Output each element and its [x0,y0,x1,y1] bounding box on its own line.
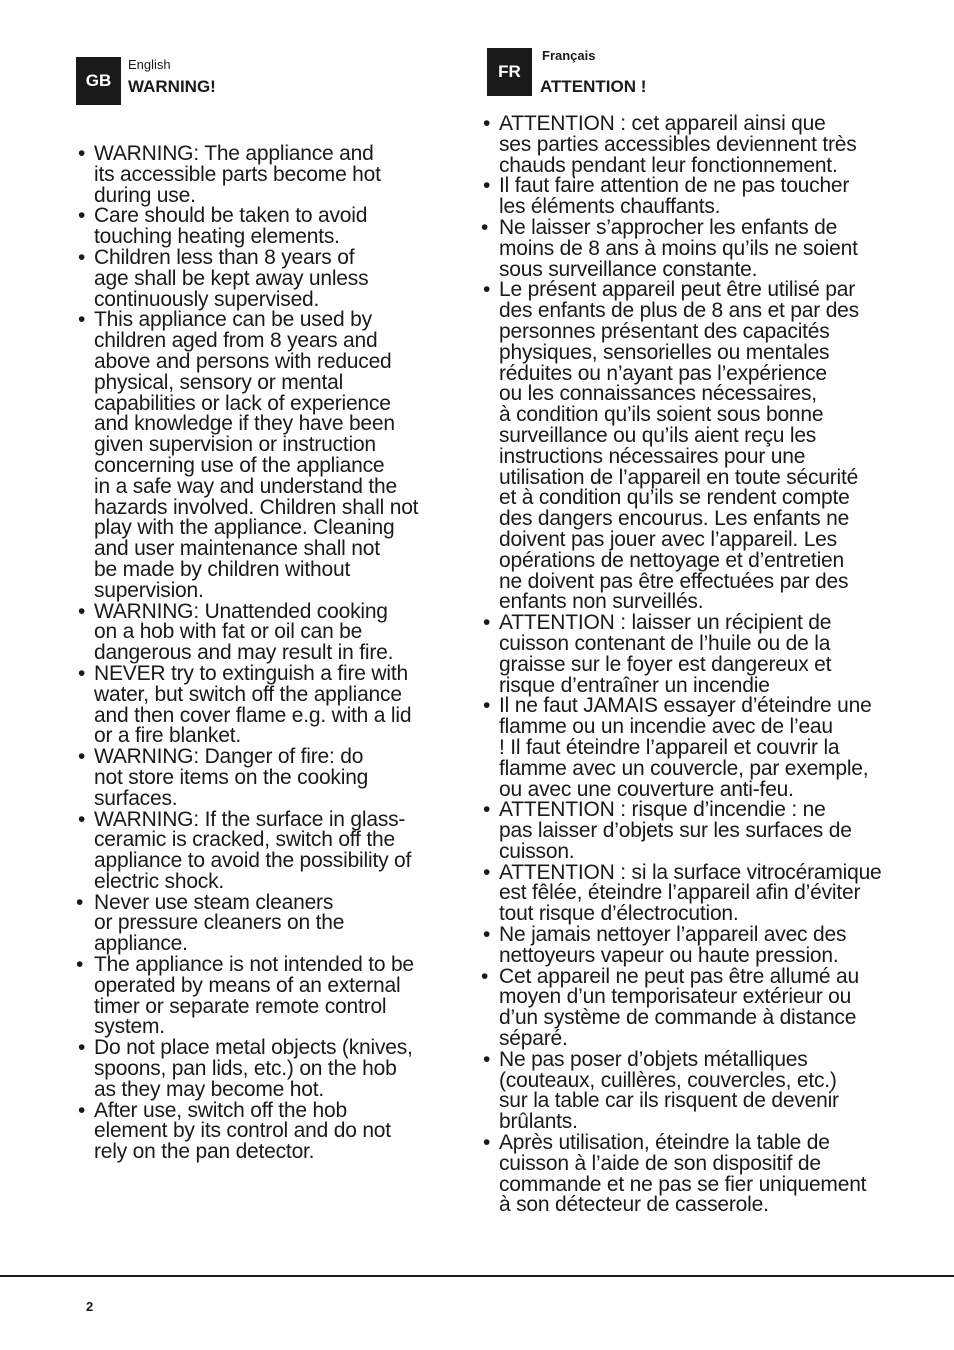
warning-item-text: NEVER try to extinguish a fire with water, but switch off the appliance and then cover flame e.g. with a lid or a fire blanket. [94,661,412,748]
bullet-marker: • [78,204,86,228]
warning-item-text: After use, switch off the hob element by its control and do not rely on the pan detector. [94,1098,391,1164]
warning-item [76,310,466,601]
warning-item-text: Ne jamais nettoyer l’appareil avec des nettoyeurs vapeur ou haute pression. [499,923,847,967]
warning-item-text: Care should be taken to avoid touching heating elements. [94,204,368,249]
bullet-marker: • [78,807,86,831]
warning-item-text: ATTENTION : laisser un récipient de cuisson contenant de l’huile ou de la graisse sur le foyer est dangereux et risque d’entraîner un incendie [499,611,832,697]
warning-list-en [76,144,466,1163]
language-label-english: English [128,57,171,72]
warning-list-fr [481,114,931,1216]
warning-item [481,860,931,926]
language-label-francais: Français [542,48,596,63]
warning-item-text: Après utilisation, éteindre la table de cuisson à l’aide de son dispositif de commande et ne pas se fier uniquement à son détecteur de casserole. [499,1131,867,1217]
warning-item-text: Il faut faire attention de ne pas toucher les éléments chauffants. [499,174,850,219]
bullet-marker: • [78,1036,86,1060]
bullet-marker: • [483,860,491,884]
bullet-marker: • [483,278,491,302]
bullet-marker: • [78,599,86,623]
page-number: 2 [86,1299,94,1314]
warning-item [76,206,466,248]
bullet-marker: • [483,174,491,198]
warning-item [481,800,931,862]
bullet-marker: • [483,1131,491,1155]
warning-heading-fr: ATTENTION ! [540,77,647,96]
warning-item [481,696,931,800]
bullet-marker: • [481,215,489,239]
warning-item-text: This appliance can be used by children aged from 8 years and above and persons with reduced physical, sensory or mental capabilities or lack of experience and knowledge if they have been given supervision or instruction concerning use of the appliance in a safe way and understand the hazards involved. Children shall not play with the appliance. Cleaning and user maintenance shall not be made by children without supervision. [94,308,419,602]
warning-item [76,1098,466,1164]
warning-item-text: WARNING: If the surface in glass- ceramic is cracked, switch off the appliance to avoid the possibility of electric shock. [94,807,412,893]
bullet-marker: • [483,798,491,822]
footer-rule [0,1275,954,1277]
warning-item [76,661,466,748]
warning-item-text: ATTENTION : risque d’incendie : ne pas laisser d’objets sur les surfaces de cuisson. [499,798,852,863]
bullet-marker: • [78,745,86,769]
warning-item [76,747,466,809]
warning-item [76,807,466,893]
warning-item-text: WARNING: Unattended cooking on a hob with fat or oil can be dangerous and may result in fire. [94,599,394,665]
warning-item [76,890,466,956]
bullet-marker: • [76,953,84,977]
warning-item [481,925,931,967]
warning-item-text: Never use steam cleaners or pressure cleaners on the appliance. [94,890,345,956]
bullet-marker: • [78,142,86,165]
bullet-marker: • [78,661,86,685]
bullet-marker: • [78,308,86,332]
bullet-marker: • [481,964,489,988]
warning-item [76,144,466,206]
warning-item [76,599,466,665]
warning-item [481,215,931,281]
warning-heading-en: WARNING! [128,77,216,96]
warning-item [481,1133,931,1216]
warning-item-text: The appliance is not intended to be operated by means of an external timer or separate remote control system. [94,953,414,1039]
bullet-marker: • [483,1047,491,1071]
bullet-marker: • [483,923,491,947]
language-badge-gb: GB [76,57,121,105]
warning-item [76,1038,466,1100]
warning-item-text: Children less than 8 years of age shall be kept away unless continuously supervised. [94,245,369,311]
bullet-marker: • [76,890,84,914]
warning-item [481,964,931,1051]
warning-item [481,613,931,696]
warning-item [76,955,466,1038]
warning-item [481,176,931,218]
language-badge-fr: FR [487,48,532,96]
warning-item [76,245,466,311]
warning-item-text: Le présent appareil peut être utilisé par des enfants de plus de 8 ans et par des personnes présentant des capacités physiques, sensorielles ou mentales réduites ou n’ayant pas l’expérience ou les connaissances nécessaires, à condition qu’ils soient sous bonne surveillance ou qu’ils aient reçu les instructions nécessaires pour une utilisation de l’appareil en toute sécurité et à condition qu’ils se rendent compte des dangers encourus. Les enfants ne doivent pas jouer avec l’appareil. Les opérations de nettoyage et d’entretien ne doivent pas être effectuées par des enfants non surveillés. [499,278,859,614]
warning-item-text: Ne laisser s’approcher les enfants de moins de 8 ans à moins qu’ils ne soient sous surveillance constante. [499,215,858,281]
warning-item-text: ATTENTION : si la surface vitrocéramique est fêlée, éteindre l’appareil afin d’éviter tout risque d’électrocution. [499,860,882,926]
warning-item-text: WARNING: The appliance and its accessible parts become hot during use. [94,142,381,207]
bullet-marker: • [78,1098,86,1122]
warning-item-text: WARNING: Danger of fire: do not store items on the cooking surfaces. [94,745,369,810]
bullet-marker: • [483,611,491,635]
warning-item-text: ATTENTION : cet appareil ainsi que ses parties accessibles deviennent très chauds pendant leur fonctionnement. [499,112,857,177]
bullet-marker: • [483,694,491,718]
warning-item [481,1047,931,1134]
warning-item [481,114,931,176]
warning-item-text: Ne pas poser d’objets métalliques (couteaux, cuillères, couvercles, etc.) sur la table car ils risquent de devenir brûlants. [499,1047,839,1134]
warning-item-text: Do not place metal objects (knives, spoons, pan lids, etc.) on the hob as they may become hot. [94,1036,413,1101]
warning-item-text: Cet appareil ne peut pas être allumé au moyen d’un temporisateur extérieur ou d’un système de commande à distance séparé. [499,964,859,1051]
warning-item [481,280,931,613]
warning-item-text: Il ne faut JAMAIS essayer d’éteindre une flamme ou un incendie avec de l’eau ! Il faut éteindre l’appareil et couvrir la flamme avec un couvercle, par exemple, ou avec une couverture anti-feu. [499,694,872,801]
bullet-marker: • [78,245,86,269]
bullet-marker: • [483,112,491,135]
